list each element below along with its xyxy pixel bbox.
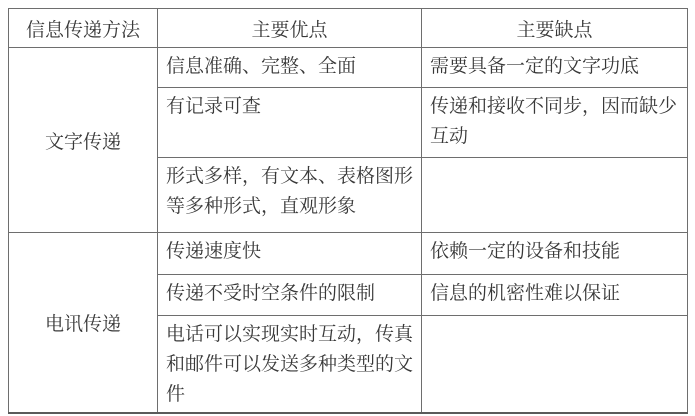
header-cell-method: 信息传递方法 [9,9,158,48]
header-cell-disadvantages: 主要缺点 [422,9,688,48]
table-row [9,48,688,88]
disadvantage-cell: 依赖一定的设备和技能 [422,233,688,275]
advantage-cell: 电话可以实现实时互动，传真和邮件可以发送多种类型的文件 [158,316,422,414]
method-cell-telecom-transmission: 电讯传递 [9,233,158,414]
advantage-cell: 形式多样，有文本、表格图形等多种形式，直观形象 [158,158,422,233]
info-transmission-table [8,8,688,414]
advantage-cell: 传递不受时空条件的限制 [158,275,422,316]
advantage-cell: 信息准确、完整、全面 [158,48,422,88]
disadvantage-cell-empty [422,316,688,414]
document-page [8,8,688,414]
header-cell-advantages: 主要优点 [158,9,422,48]
disadvantage-cell: 信息的机密性难以保证 [422,275,688,316]
disadvantage-cell: 需要具备一定的文字功底 [422,48,688,88]
advantage-cell: 有记录可查 [158,88,422,158]
header-row [9,9,688,48]
disadvantage-cell-empty [422,158,688,233]
disadvantage-cell: 传递和接收不同步，因而缺少互动 [422,88,688,158]
method-cell-text-transmission: 文字传递 [9,48,158,233]
advantage-cell: 传递速度快 [158,233,422,275]
table-row [9,233,688,275]
